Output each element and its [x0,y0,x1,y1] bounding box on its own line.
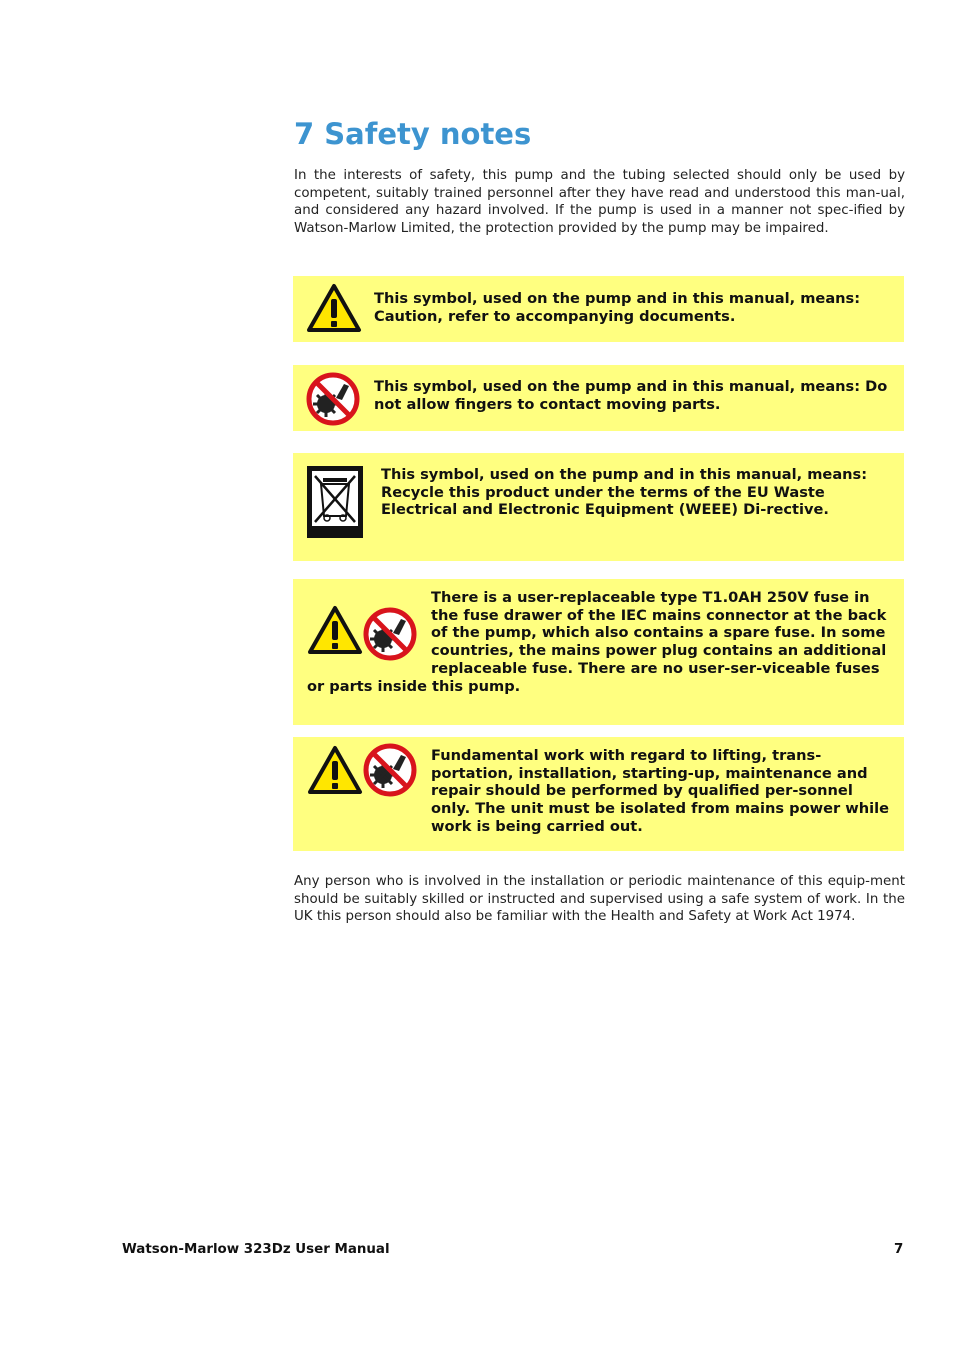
warning-triangle-icon [307,745,363,795]
footer-page-number: 7 [894,1242,904,1257]
notice-fuse-icons [307,589,431,661]
warning-triangle-icon [307,605,363,655]
notice-fuse [293,579,904,725]
no-fingers-moving-parts-icon [363,607,417,661]
notice-moving-parts-text: This symbol, used on the pump and in this manual, means: Do not allow fingers to contact moving parts. [374,378,888,413]
notice-caution-text: This symbol, used on the pump and in this manual, means: Caution, refer to accompanying documents. [374,290,861,325]
page-title: 7 Safety notes [294,117,532,151]
notice-qualified-personnel [293,737,904,851]
notice-weee [293,453,904,561]
notice-fuse-content [307,589,894,695]
warning-triangle-icon [306,283,362,333]
notice-caution [293,276,904,342]
notice-qualified-personnel-text: Fundamental work with regard to lifting, trans-portation, installation, starting-up, maintenance and repair should be performed by qualified per-sonnel only. The unit must be isolated from mains power while work is being carried out. [431,747,890,835]
intro-paragraph: In the interests of safety, this pump and the tubing selected should only be used by competent, suitably trained personnel after they have read and understood this man-ual, and considered any hazard involved. If the pump is used in a manner not spec-ified by Watson-Marlow Limited, the protection provided by the pump may be impaired. [294,168,905,236]
no-fingers-moving-parts-icon [306,372,360,426]
notice-qualified-personnel-icons [307,747,431,819]
notice-qualified-personnel-content [307,747,894,836]
weee-crossed-bin-icon [307,466,363,538]
no-fingers-moving-parts-icon [363,743,417,797]
notice-fuse-text: There is a user-replaceable type T1.0AH 250V fuse in the fuse drawer of the IEC mains connector at the back of the pump, which also contains a spare fuse. In some countries, the mains power plug contains an additional replaceable fuse. There are no user-ser-viceable fuses or parts inside this pump. [307,589,887,695]
notice-weee-text: This symbol, used on the pump and in this manual, means: Recycle this product under the terms of the EU Waste Electrical and Electronic Equipment (WEEE) Di-rective. [381,466,868,519]
footer-manual-name: Watson-Marlow 323Dz User Manual [122,1242,390,1257]
closing-paragraph: Any person who is involved in the installation or periodic maintenance of this equip-ment should be suitably skilled or instructed and supervised using a safe system of work. In the UK this person should also be familiar with the Health and Safety at Work Act 1974. [294,874,905,925]
notice-moving-parts [293,365,904,431]
